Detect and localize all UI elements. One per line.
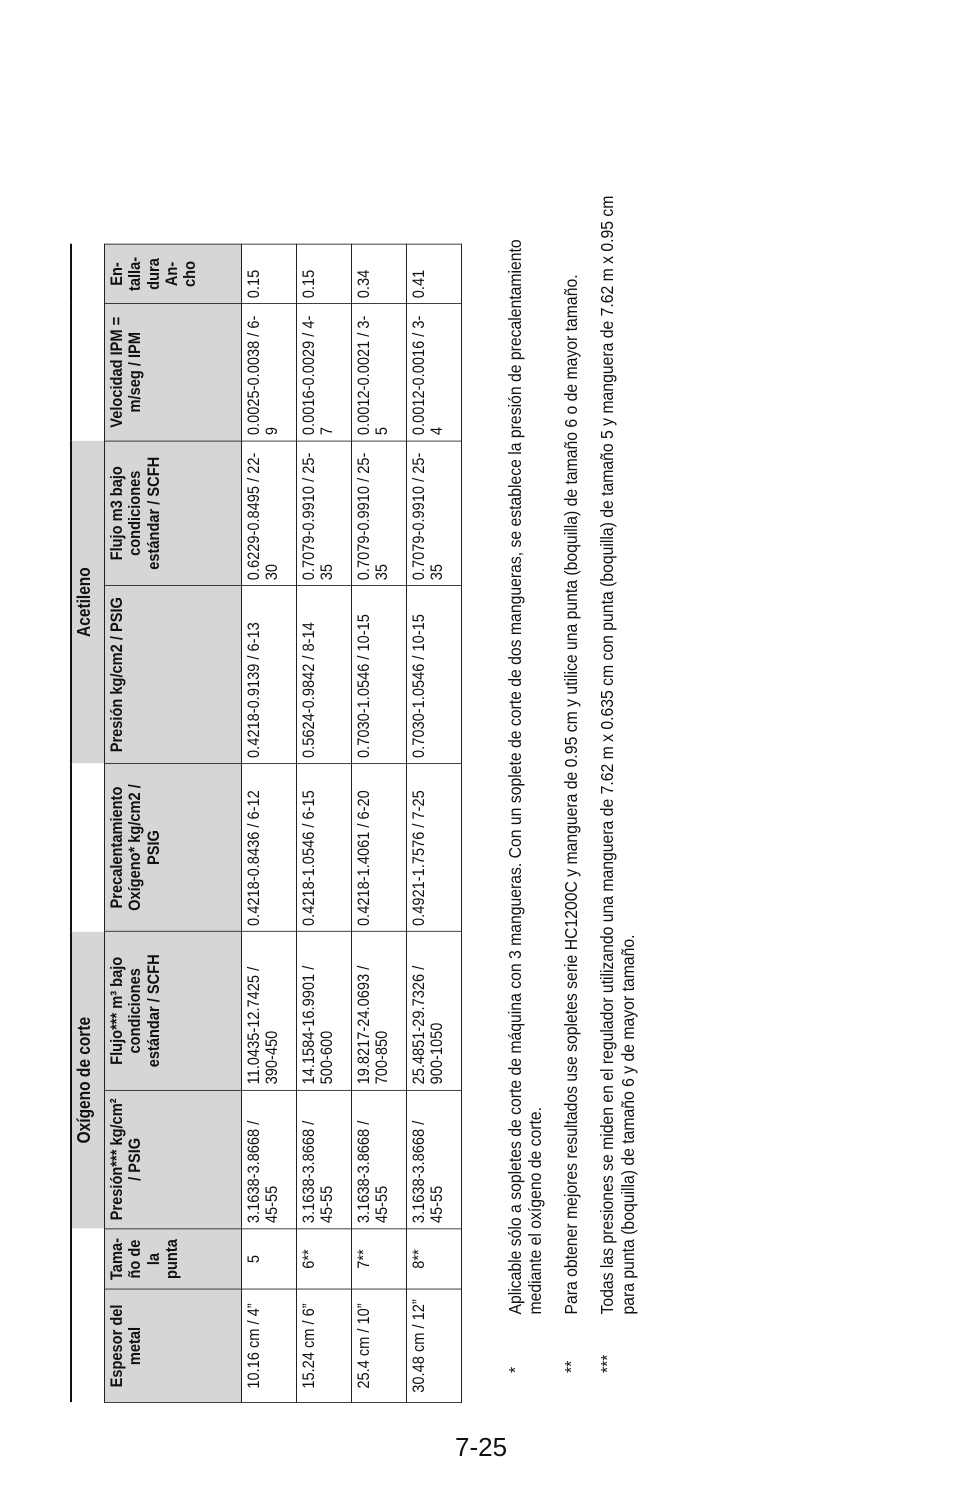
- group-oxygen-header: Oxígeno de corte: [71, 932, 105, 1229]
- cell-speed: 0.0012-0.0016 / 3-4: [407, 304, 462, 441]
- col-tip-size: Tama-ño de la punta: [105, 1229, 242, 1290]
- cell-speed: 0.0025-0.0038 / 6-9: [242, 304, 297, 441]
- cell-thickness: 10.16 cm / 4”: [242, 1289, 297, 1402]
- cell-tip: 6**: [297, 1229, 352, 1290]
- page-number: 7-25: [455, 1432, 508, 1462]
- group-empty-cell: [71, 764, 105, 932]
- table-row: [297, 244, 352, 1402]
- cell-preheat: 0.4921-1.7576 / 7-25: [407, 764, 462, 932]
- cell-ox-pressure: 3.1638-3.8668 / 45-55: [242, 1090, 297, 1229]
- footnote-mark: *: [505, 1366, 525, 1373]
- footnote: [597, 185, 637, 1373]
- cell-ox-flow: 25.4851-29.7326 / 900-1050: [407, 932, 462, 1090]
- rotated-page-content: [0, 55, 954, 1425]
- col-ac-flow: Flujo m3 bajo condiciones estándar / SCFH: [105, 441, 242, 586]
- table-row: [352, 244, 407, 1402]
- table-row: [242, 244, 297, 1402]
- cell-ac-flow: 0.6229-0.8495 / 22-30: [242, 441, 297, 586]
- cell-tip: 8**: [407, 1229, 462, 1290]
- cell-kerf: 0.15: [297, 244, 352, 304]
- cell-ac-flow: 0.7079-0.9910 / 25-35: [407, 441, 462, 586]
- col-speed: Velocidad IPM = m/seg / IPM: [105, 304, 242, 441]
- cell-tip: 5: [242, 1229, 297, 1290]
- cell-kerf: 0.15: [242, 244, 297, 304]
- cell-ox-pressure: 3.1638-3.8668 / 45-55: [352, 1090, 407, 1229]
- footnote-text: Aplicable sólo a sopletes de corte de máquina con 3 mangueras. Con un soplete de corte de dos mangueras, se establece la presión de precalentamiento mediante el oxígeno de corte.: [505, 239, 546, 1315]
- cell-ac-pressure: 0.7030-1.0546 / 10-15: [352, 586, 407, 764]
- cell-tip: 7**: [352, 1229, 407, 1290]
- cell-ox-pressure: 3.1638-3.8668 / 45-55: [297, 1090, 352, 1229]
- cell-speed: 0.0016-0.0029 / 4-7: [297, 304, 352, 441]
- cell-ox-flow: 14.1584-16.9901 / 500-600: [297, 932, 352, 1090]
- group-empty-cell: [71, 244, 105, 441]
- footnote-mark: ***: [597, 1354, 618, 1373]
- cell-ox-flow: 11.0435-12.7425 / 390-450: [242, 932, 297, 1090]
- col-kerf: En-talla-dura An-cho: [105, 244, 242, 304]
- cell-preheat: 0.4218-1.4061 / 6-20: [352, 764, 407, 932]
- table-row: [407, 244, 462, 1402]
- column-header-row: [105, 244, 242, 1402]
- cell-speed: 0.0012-0.0021 / 3-5: [352, 304, 407, 441]
- group-acetylene-header: Acetileno: [71, 441, 105, 764]
- cell-ac-flow: 0.7079-0.9910 / 25-35: [352, 441, 407, 586]
- col-ox-flow: Flujo*** m³ bajo condiciones estándar / SCFH: [105, 932, 242, 1090]
- footnote-text: Todas las presiones se miden en el regulador utilizando una manguera de 7.62 m x 0.635 cm con punta (boquilla) de tamaño 5 y manguera de 7.62 m x 0.95 cm para punta (boquilla) de tamaño 6 y de mayor tamaño.: [597, 195, 638, 1315]
- cell-ac-pressure: 0.4218-0.9139 / 6-13: [242, 586, 297, 764]
- cell-ac-pressure: 0.7030-1.0546 / 10-15: [407, 586, 462, 764]
- cell-ox-flow: 19.8217-24.0693 / 700-850: [352, 932, 407, 1090]
- group-header-row: [71, 244, 105, 1402]
- cell-preheat: 0.4218-0.8436 / 6-12: [242, 764, 297, 932]
- cell-kerf: 0.34: [352, 244, 407, 304]
- col-thickness: Espesor del metal: [105, 1289, 242, 1402]
- cutting-data-table: [70, 244, 462, 1403]
- cell-thickness: 25.4 cm / 10”: [352, 1289, 407, 1402]
- col-preheat: Precalentamiento Oxígeno* kg/cm2 / PSIG: [105, 764, 242, 932]
- col-ox-pressure: Presión*** kg/cm² / PSIG: [105, 1090, 242, 1229]
- footnote-text: Para obtener mejores resultados use sopletes serie HC1200C y manguera de 0.95 cm y utilice una punta (boquilla) de tamaño 6 o de mayor tamaño.: [561, 274, 582, 1315]
- cell-kerf: 0.41: [407, 244, 462, 304]
- group-empty-cell: [71, 1229, 105, 1403]
- cell-ac-pressure: 0.5624-0.9842 / 8-14: [297, 586, 352, 764]
- col-ac-pressure: Presión kg/cm2 / PSIG: [105, 586, 242, 764]
- cell-thickness: 30.48 cm / 12”: [407, 1289, 462, 1402]
- cell-ox-pressure: 3.1638-3.8668 / 45-55: [407, 1090, 462, 1229]
- footnote-mark: **: [561, 1360, 582, 1373]
- footnotes: [505, 185, 654, 1373]
- cell-preheat: 0.4218-1.0546 / 6-15: [297, 764, 352, 932]
- cell-ac-flow: 0.7079-0.9910 / 25-35: [297, 441, 352, 586]
- footnote: [561, 185, 581, 1373]
- cell-thickness: 15.24 cm / 6”: [297, 1289, 352, 1402]
- footnote: [505, 185, 545, 1373]
